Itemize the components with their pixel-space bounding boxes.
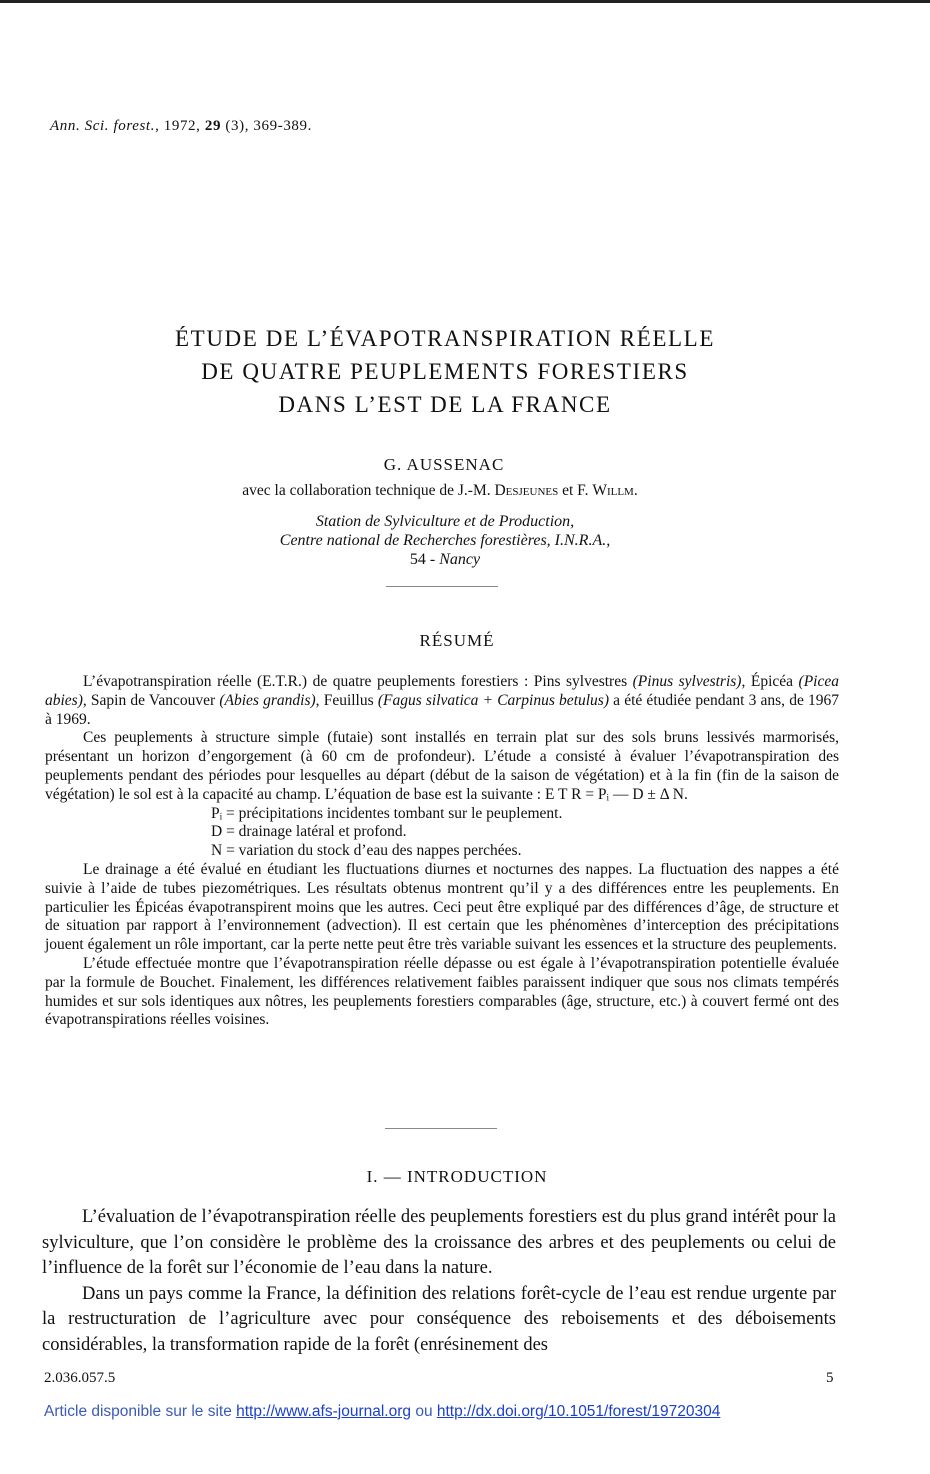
journal-link[interactable]: http://www.afs-journal.org: [236, 1403, 412, 1420]
abstract-text: , Sapin de Vancouver: [82, 691, 220, 709]
journal-citation: [50, 118, 312, 135]
abstract: [45, 673, 839, 1030]
species-name: (Fagus silvatica + Carpinus betulus): [377, 691, 609, 709]
paper-title: [0, 322, 890, 421]
availability-middle: ou: [411, 1403, 437, 1420]
body-paragraph: L’évaluation de l’évapotranspiration réelle des peuplements forestiers est du plus grand intérêt pour la sylviculture, que l’on considère le problème des la croissance des arbres et des peuplements ou celui de l’influence de la forêt sur l’économie de l’eau dans la nature.: [42, 1207, 836, 1279]
abstract-text: , Épicéa: [741, 673, 799, 690]
abstract-paragraph: [45, 673, 839, 729]
citation-year: , 1972,: [155, 118, 205, 134]
introduction-heading: I. — INTRODUCTION: [366, 1167, 548, 1186]
affiliation-city: Nancy: [439, 551, 481, 568]
abstract-paragraph: L’étude effectuée montre que l’évapotranspiration réelle dépasse ou est égale à l’évapotranspiration potentielle évaluée par la formule de Bouchet. Finalement, les différences relativement faibles paraissent indiquer que sous nos climats tempérés humides et sur sols identiques aux nôtres, les peuplements forestiers comparables (âge, structure, etc.) à couvert fermé ont des évapotranspirations réelles voisines.: [45, 954, 839, 1029]
introduction-body: [42, 1205, 836, 1359]
author: G. AUSSENAC: [383, 455, 505, 474]
equation-term: D = drainage latéral et profond.: [211, 823, 407, 841]
affiliation: [0, 512, 890, 569]
page-number: 5: [826, 1370, 834, 1386]
separator-rule: [386, 586, 498, 587]
availability-prefix: Article disponible sur le site: [44, 1403, 237, 1420]
title-line-2: DE QUATRE PEUPLEMENTS FORESTIERS: [201, 359, 689, 384]
title-line-3: DANS L’EST DE LA FRANCE: [278, 392, 612, 417]
affiliation-line-1: Station de Sylviculture et de Production,: [315, 513, 575, 530]
species-name: (Picea abies): [45, 673, 839, 709]
collaboration-middle: et F.: [558, 482, 593, 499]
abstract-text: a été étudiée pendant 3 ans, de 1967 à 1969.: [45, 691, 839, 728]
collaboration-prefix: avec la collaboration technique de J.-M.: [242, 482, 495, 499]
document-code: 2.036.057.5: [44, 1370, 116, 1386]
doi-link[interactable]: http://dx.doi.org/10.1051/forest/19720304: [436, 1403, 721, 1420]
species-name: (Abies grandis): [219, 691, 316, 709]
citation-volume: 29: [204, 118, 222, 134]
citation-pages: (3), 369-389.: [221, 118, 312, 134]
separator-rule: [385, 1128, 497, 1129]
affiliation-dept: 54 -: [409, 551, 440, 568]
abstract-text: L’évapotranspiration réelle (E.T.R.) de quatre peuplements forestiers : Pins sylvestres: [83, 673, 633, 690]
body-paragraph: Dans un pays comme la France, la définition des relations forêt-cycle de l’eau est rendue urgente par la restructuration de l’agriculture avec pour conséquence des reboisements et des déboisements considérables, la transformation rapide de la forêt (enrésinement des: [42, 1283, 836, 1355]
abstract-paragraph: Ces peuplements à structure simple (futaie) sont installés en terrain plat sur des sols bruns lessivés marmorisés, présentant un horizon d’engorgement (à 60 cm de profondeur). L’étude a consisté à évaluer l’évapotranspiration des peuplements pendant des périodes pour lesquelles au départ (début de la saison de végétation) et à la fin (fin de la saison de végétation) le sol est à la capacité au champ. L’équation de base est la suivante : E T R = Pᵢ — D ± Δ N.: [45, 729, 839, 803]
species-name: (Pinus sylvestris): [632, 673, 742, 690]
abstract-paragraph: Le drainage a été évalué en étudiant les fluctuations diurnes et nocturnes des nappes. La fluctuation des nappes a été suivie à l’aide de tubes piezométriques. Les résultats obtenus montrent qu’il y a des différences entre les peuplements. En particulier les Épicéas évapotranspirent moins que les autres. Ceci peut être expliqué par des différences d’âge, de structure et de situation par rapport à l’environnement (advection). Il est certain que les phénomènes d’interception des précipitations jouent également un rôle important, car la perte nette peut être très variable suivant les essences et la structure des peuplements.: [45, 860, 839, 954]
equation-term: Pᵢ = précipitations incidentes tombant sur le peuplement.: [211, 804, 563, 822]
affiliation-line-3: [0, 550, 890, 569]
affiliation-line-2: Centre national de Recherches forestières, I.N.R.A.,: [279, 532, 611, 549]
abstract-text: , Feuillus: [315, 691, 378, 709]
equation-term: N = variation du stock d’eau des nappes perchées.: [211, 842, 522, 860]
resume-heading: RÉSUMÉ: [419, 631, 495, 650]
availability-notice: [44, 1403, 720, 1421]
journal-name: Ann. Sci. forest.: [50, 118, 156, 134]
collaborator-2: Willm.: [592, 482, 638, 499]
top-border: [0, 0, 930, 3]
collaboration-line: [0, 482, 880, 500]
collaborator-1: Desjeunes: [494, 482, 559, 499]
title-line-1: ÉTUDE DE L’ÉVAPOTRANSPIRATION RÉELLE: [175, 326, 715, 351]
